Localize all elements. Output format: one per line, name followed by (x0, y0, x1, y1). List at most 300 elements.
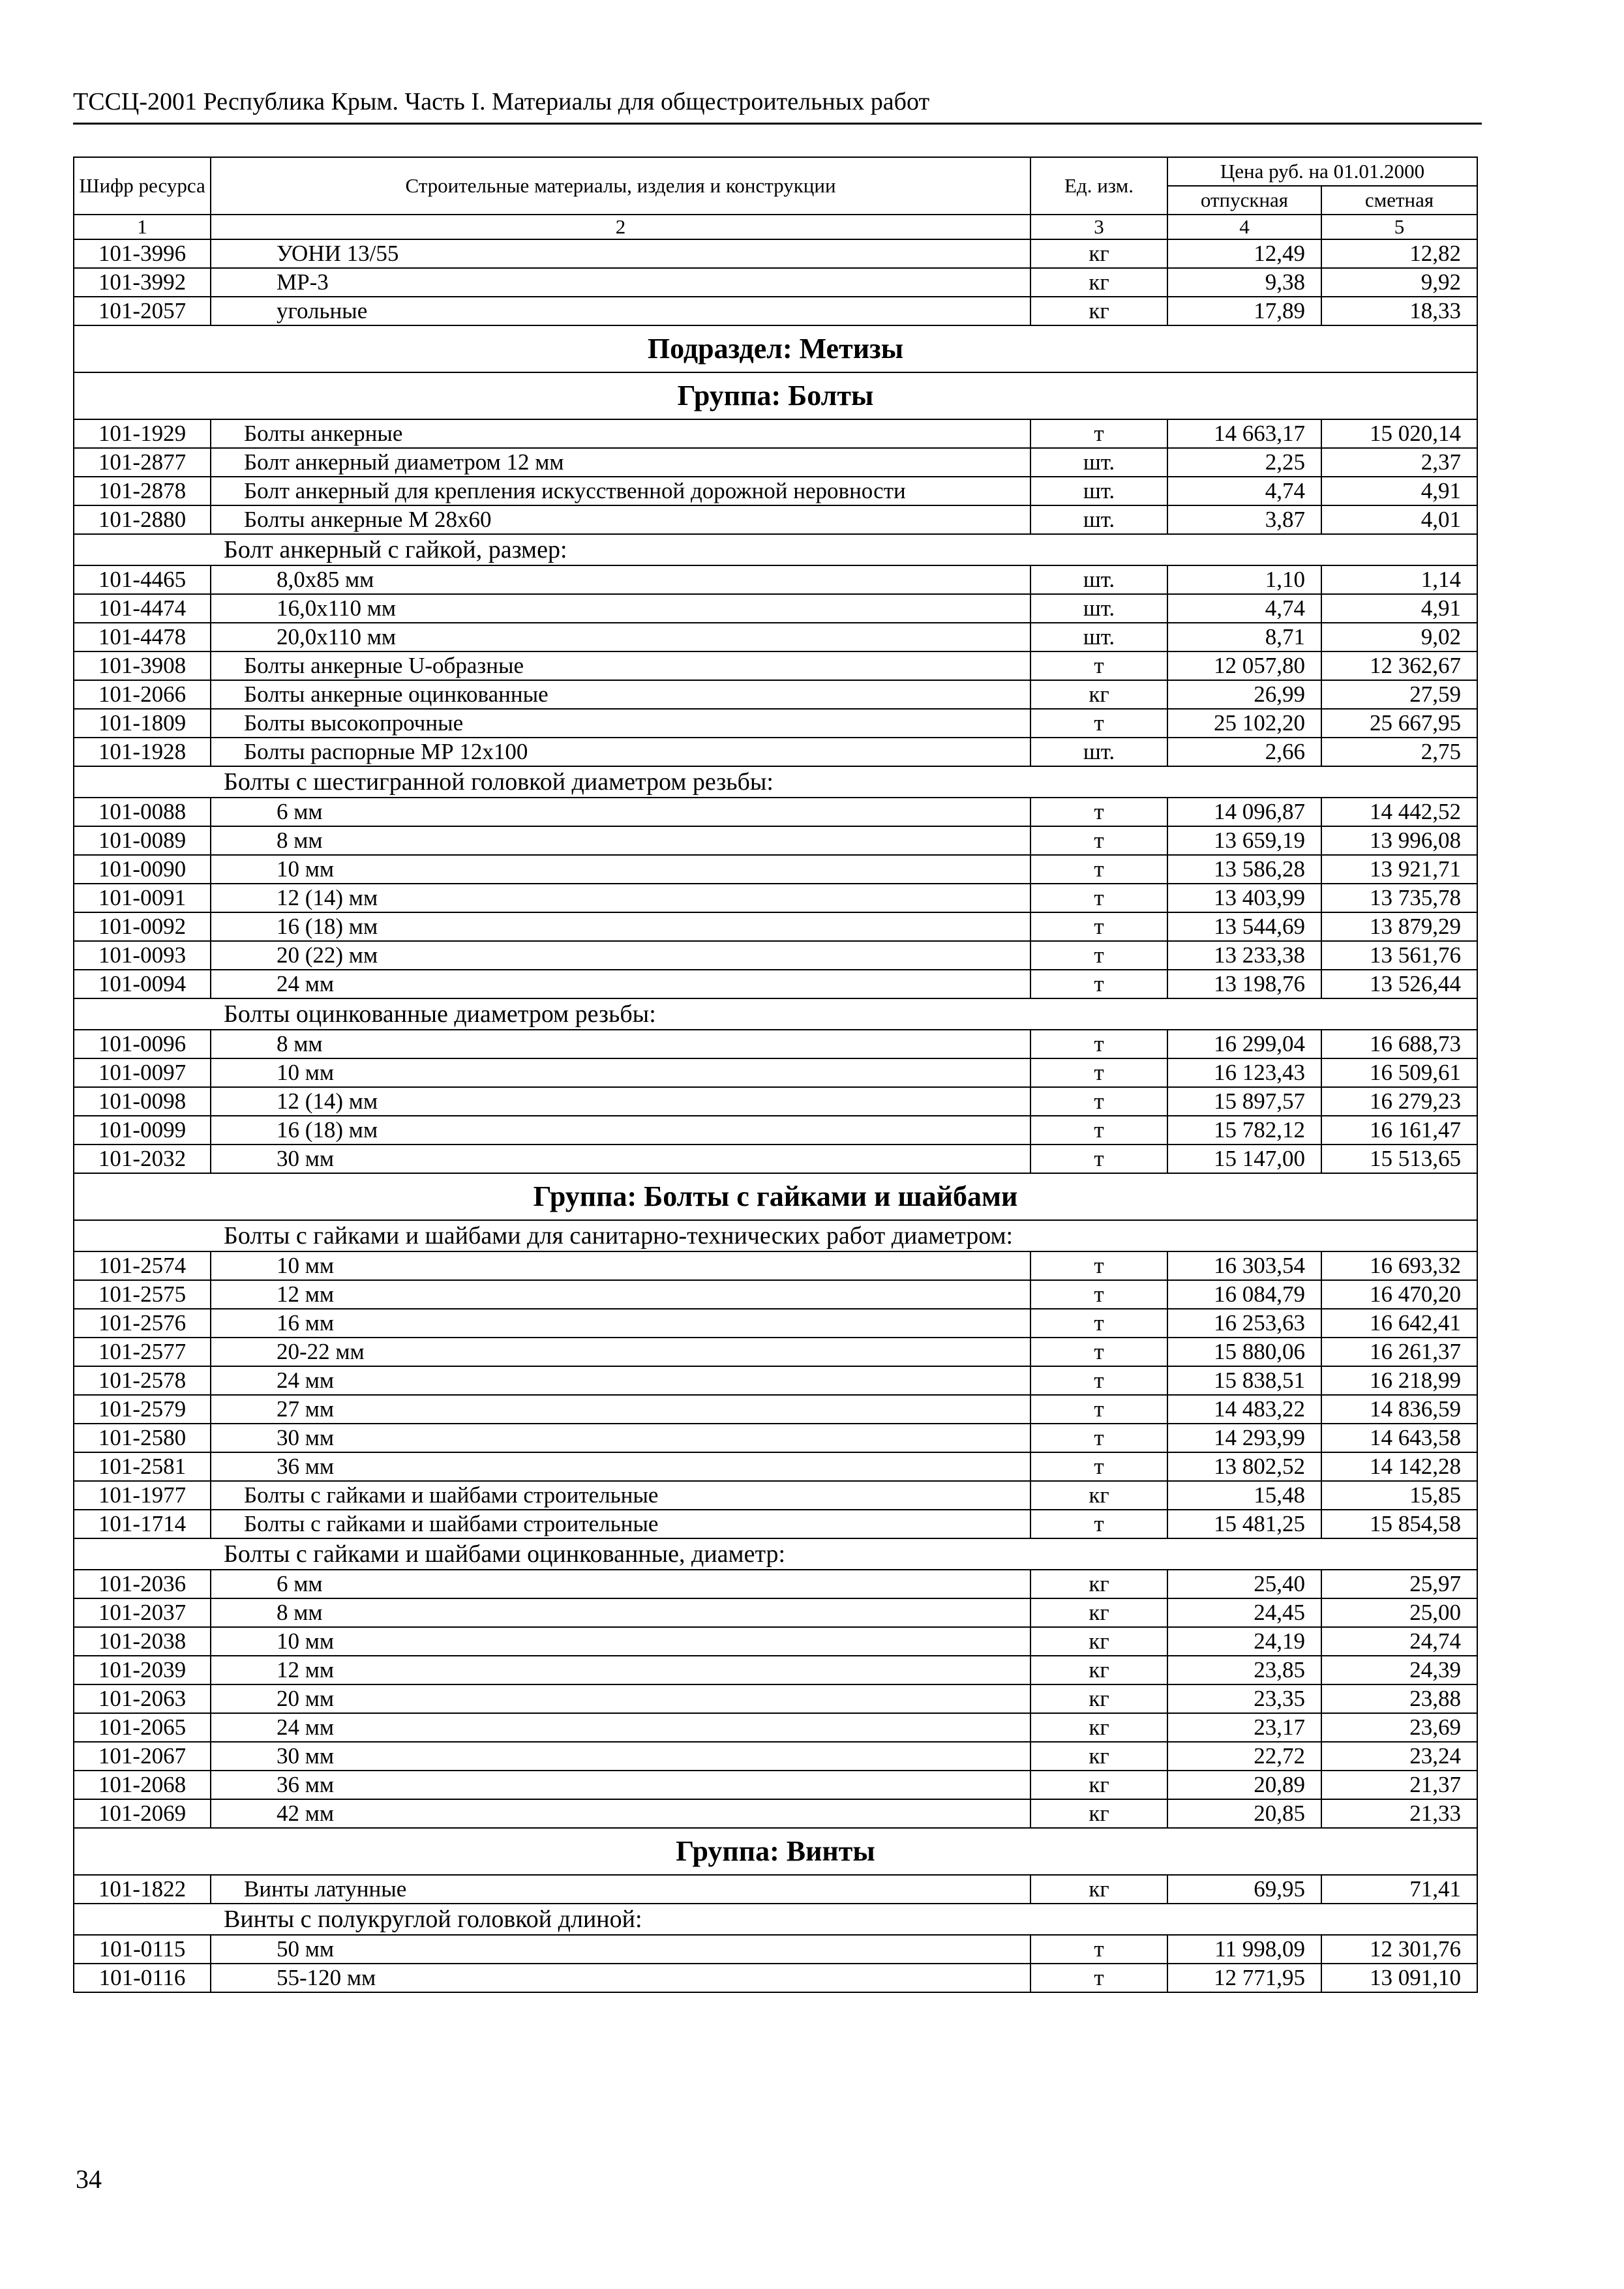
table-row (74, 941, 1477, 970)
price-release: 8,71 (1167, 623, 1321, 651)
unit-cell: т (1030, 970, 1167, 998)
resource-code: 101-2578 (74, 1366, 211, 1395)
price-estimate: 4,91 (1321, 594, 1477, 623)
resource-code: 101-2038 (74, 1627, 211, 1656)
price-release: 16 303,54 (1167, 1251, 1321, 1280)
unit-cell: т (1030, 1935, 1167, 1964)
price-estimate: 16 509,61 (1321, 1058, 1477, 1087)
table-row (74, 419, 1477, 448)
resource-code: 101-3908 (74, 651, 211, 680)
unit-cell: т (1030, 1030, 1167, 1058)
material-name: 12 мм (211, 1656, 1030, 1684)
price-estimate: 71,41 (1321, 1875, 1477, 1904)
unit-cell: т (1030, 798, 1167, 826)
material-name: 20 мм (211, 1684, 1030, 1713)
section-title-row (74, 325, 1477, 372)
material-name: 27 мм (211, 1395, 1030, 1424)
material-name: 8 мм (211, 826, 1030, 855)
unit-cell: кг (1030, 1570, 1167, 1598)
unit-cell: т (1030, 1116, 1167, 1144)
price-release: 23,35 (1167, 1684, 1321, 1713)
price-estimate: 12,82 (1321, 239, 1477, 268)
unit-cell: т (1030, 1964, 1167, 1992)
col-header-unit: Ед. изм. (1030, 157, 1167, 215)
unit-cell: т (1030, 912, 1167, 941)
table-row (74, 623, 1477, 651)
price-release: 16 299,04 (1167, 1030, 1321, 1058)
section-title-row (74, 372, 1477, 419)
material-name: 55-120 мм (211, 1964, 1030, 1992)
price-release: 20,89 (1167, 1771, 1321, 1799)
price-estimate: 2,75 (1321, 738, 1477, 766)
table-row (74, 1452, 1477, 1481)
unit-cell: т (1030, 1309, 1167, 1338)
resource-code: 101-2577 (74, 1338, 211, 1366)
col-header-name: Строительные материалы, изделия и конструкции (211, 157, 1030, 215)
material-name: Болт анкерный диаметром 12 мм (211, 448, 1030, 477)
material-name: 10 мм (211, 1058, 1030, 1087)
resource-code: 101-2069 (74, 1799, 211, 1828)
unit-cell: т (1030, 826, 1167, 855)
material-name: 36 мм (211, 1452, 1030, 1481)
resource-code: 101-2880 (74, 505, 211, 534)
unit-cell: кг (1030, 1771, 1167, 1799)
price-release: 13 586,28 (1167, 855, 1321, 884)
unit-cell: т (1030, 709, 1167, 738)
material-name: 42 мм (211, 1799, 1030, 1828)
price-estimate: 16 218,99 (1321, 1366, 1477, 1395)
resource-code: 101-2068 (74, 1771, 211, 1799)
material-name: Болты анкерные (211, 419, 1030, 448)
material-name: 10 мм (211, 1251, 1030, 1280)
unit-cell: кг (1030, 1799, 1167, 1828)
material-name: 24 мм (211, 1713, 1030, 1742)
table-row (74, 1395, 1477, 1424)
unit-cell: кг (1030, 1875, 1167, 1904)
price-release: 24,19 (1167, 1627, 1321, 1656)
table-row (74, 1935, 1477, 1964)
resource-code: 101-1929 (74, 419, 211, 448)
price-release: 23,85 (1167, 1656, 1321, 1684)
price-release: 13 544,69 (1167, 912, 1321, 941)
resource-code: 101-2066 (74, 680, 211, 709)
table-row (74, 1771, 1477, 1799)
table-row (74, 1366, 1477, 1395)
price-release: 23,17 (1167, 1713, 1321, 1742)
unit-cell: т (1030, 1395, 1167, 1424)
material-name: Болты анкерные U-образные (211, 651, 1030, 680)
price-release: 14 663,17 (1167, 419, 1321, 448)
unit-cell: т (1030, 1251, 1167, 1280)
price-release: 26,99 (1167, 680, 1321, 709)
subgroup-row (74, 534, 1477, 565)
unit-cell: кг (1030, 1627, 1167, 1656)
resource-code: 101-4478 (74, 623, 211, 651)
price-estimate: 4,91 (1321, 477, 1477, 505)
unit-cell: т (1030, 1424, 1167, 1452)
price-release: 22,72 (1167, 1742, 1321, 1771)
section-title-row (74, 1828, 1477, 1875)
material-name: 8,0х85 мм (211, 565, 1030, 594)
price-estimate: 13 996,08 (1321, 826, 1477, 855)
price-table (73, 157, 1478, 1993)
price-release: 15,48 (1167, 1481, 1321, 1510)
material-name: Болты высокопрочные (211, 709, 1030, 738)
price-release: 13 198,76 (1167, 970, 1321, 998)
material-name: 12 (14) мм (211, 1087, 1030, 1116)
resource-code: 101-1928 (74, 738, 211, 766)
table-row (74, 1964, 1477, 1992)
table-row (74, 268, 1477, 297)
price-release: 15 147,00 (1167, 1144, 1321, 1173)
resource-code: 101-2039 (74, 1656, 211, 1684)
price-estimate: 25,00 (1321, 1598, 1477, 1627)
price-estimate: 16 470,20 (1321, 1280, 1477, 1309)
table-row (74, 1280, 1477, 1309)
price-estimate: 21,37 (1321, 1771, 1477, 1799)
table-row (74, 798, 1477, 826)
unit-cell: т (1030, 1144, 1167, 1173)
unit-cell: кг (1030, 1656, 1167, 1684)
table-row (74, 1598, 1477, 1627)
resource-code: 101-3996 (74, 239, 211, 268)
resource-code: 101-3992 (74, 268, 211, 297)
price-release: 17,89 (1167, 297, 1321, 325)
subgroup-spacer (74, 1220, 211, 1251)
material-name: Болты анкерные оцинкованные (211, 680, 1030, 709)
unit-cell: т (1030, 884, 1167, 912)
price-release: 12 771,95 (1167, 1964, 1321, 1992)
table-row (74, 1570, 1477, 1598)
resource-code: 101-0115 (74, 1935, 211, 1964)
table-row (74, 1627, 1477, 1656)
price-estimate: 23,69 (1321, 1713, 1477, 1742)
price-estimate: 2,37 (1321, 448, 1477, 477)
resource-code: 101-2576 (74, 1309, 211, 1338)
table-row (74, 680, 1477, 709)
price-estimate: 16 642,41 (1321, 1309, 1477, 1338)
table-row (74, 1799, 1477, 1828)
price-release: 69,95 (1167, 1875, 1321, 1904)
subgroup-title: Болты оцинкованные диаметром резьбы: (211, 998, 1477, 1030)
material-name: 16 (18) мм (211, 1116, 1030, 1144)
col-header-price-release: отпускная (1167, 186, 1321, 215)
material-name: 10 мм (211, 855, 1030, 884)
unit-cell: кг (1030, 1684, 1167, 1713)
resource-code: 101-1822 (74, 1875, 211, 1904)
material-name: УОНИ 13/55 (211, 239, 1030, 268)
resource-code: 101-0093 (74, 941, 211, 970)
price-release: 14 293,99 (1167, 1424, 1321, 1452)
price-release: 1,10 (1167, 565, 1321, 594)
resource-code: 101-0098 (74, 1087, 211, 1116)
table-row (74, 1742, 1477, 1771)
resource-code: 101-0097 (74, 1058, 211, 1087)
price-estimate: 24,74 (1321, 1627, 1477, 1656)
unit-cell: т (1030, 1338, 1167, 1366)
resource-code: 101-0094 (74, 970, 211, 998)
resource-code: 101-2580 (74, 1424, 211, 1452)
subgroup-spacer (74, 998, 211, 1030)
price-estimate: 12 362,67 (1321, 651, 1477, 680)
price-release: 12,49 (1167, 239, 1321, 268)
price-release: 15 838,51 (1167, 1366, 1321, 1395)
material-name: 36 мм (211, 1771, 1030, 1799)
col-number: 2 (211, 215, 1030, 239)
price-release: 20,85 (1167, 1799, 1321, 1828)
table-row (74, 1684, 1477, 1713)
table-row (74, 594, 1477, 623)
resource-code: 101-2063 (74, 1684, 211, 1713)
section-title: Подраздел: Метизы (74, 325, 1477, 372)
unit-cell: шт. (1030, 623, 1167, 651)
unit-cell: кг (1030, 1481, 1167, 1510)
material-name: Болты распорные МР 12х100 (211, 738, 1030, 766)
resource-code: 101-2032 (74, 1144, 211, 1173)
price-estimate: 16 279,23 (1321, 1087, 1477, 1116)
price-release: 2,25 (1167, 448, 1321, 477)
price-estimate: 1,14 (1321, 565, 1477, 594)
unit-cell: кг (1030, 680, 1167, 709)
resource-code: 101-1714 (74, 1510, 211, 1538)
unit-cell: т (1030, 419, 1167, 448)
resource-code: 101-2877 (74, 448, 211, 477)
table-row (74, 1510, 1477, 1538)
unit-cell: кг (1030, 1598, 1167, 1627)
material-name: 50 мм (211, 1935, 1030, 1964)
price-estimate: 14 142,28 (1321, 1452, 1477, 1481)
unit-cell: кг (1030, 1742, 1167, 1771)
subgroup-spacer (74, 1904, 211, 1935)
table-row (74, 239, 1477, 268)
resource-code: 101-0090 (74, 855, 211, 884)
price-estimate: 27,59 (1321, 680, 1477, 709)
table-row (74, 1058, 1477, 1087)
material-name: угольные (211, 297, 1030, 325)
table-row (74, 884, 1477, 912)
unit-cell: шт. (1030, 738, 1167, 766)
section-title: Группа: Болты с гайками и шайбами (74, 1173, 1477, 1220)
unit-cell: шт. (1030, 448, 1167, 477)
resource-code: 101-2067 (74, 1742, 211, 1771)
table-header (74, 157, 1477, 239)
material-name: Болты анкерные М 28х60 (211, 505, 1030, 534)
resource-code: 101-4474 (74, 594, 211, 623)
resource-code: 101-4465 (74, 565, 211, 594)
price-release: 15 782,12 (1167, 1116, 1321, 1144)
material-name: 30 мм (211, 1742, 1030, 1771)
material-name: 12 (14) мм (211, 884, 1030, 912)
table-row (74, 1144, 1477, 1173)
subgroup-title: Болты с шестигранной головкой диаметром резьбы: (211, 766, 1477, 798)
price-estimate: 23,88 (1321, 1684, 1477, 1713)
price-release: 9,38 (1167, 268, 1321, 297)
material-name: 12 мм (211, 1280, 1030, 1309)
price-estimate: 14 836,59 (1321, 1395, 1477, 1424)
price-estimate: 16 693,32 (1321, 1251, 1477, 1280)
unit-cell: т (1030, 855, 1167, 884)
resource-code: 101-2579 (74, 1395, 211, 1424)
price-estimate: 14 442,52 (1321, 798, 1477, 826)
material-name: 6 мм (211, 798, 1030, 826)
col-number: 3 (1030, 215, 1167, 239)
price-estimate: 12 301,76 (1321, 1935, 1477, 1964)
resource-code: 101-0092 (74, 912, 211, 941)
unit-cell: шт. (1030, 505, 1167, 534)
price-estimate: 4,01 (1321, 505, 1477, 534)
unit-cell: кг (1030, 297, 1167, 325)
table-row (74, 826, 1477, 855)
col-header-price-estimate: сметная (1321, 186, 1477, 215)
subgroup-row (74, 998, 1477, 1030)
price-release: 16 253,63 (1167, 1309, 1321, 1338)
material-name: 8 мм (211, 1030, 1030, 1058)
material-name: 6 мм (211, 1570, 1030, 1598)
resource-code: 101-2574 (74, 1251, 211, 1280)
resource-code: 101-2036 (74, 1570, 211, 1598)
material-name: Болты с гайками и шайбами строительные (211, 1481, 1030, 1510)
subgroup-row (74, 1904, 1477, 1935)
material-name: МР-3 (211, 268, 1030, 297)
price-estimate: 15 854,58 (1321, 1510, 1477, 1538)
price-estimate: 25 667,95 (1321, 709, 1477, 738)
table-row (74, 1309, 1477, 1338)
unit-cell: т (1030, 941, 1167, 970)
price-release: 14 096,87 (1167, 798, 1321, 826)
table-row (74, 1116, 1477, 1144)
unit-cell: кг (1030, 1713, 1167, 1742)
unit-cell: шт. (1030, 594, 1167, 623)
col-number: 1 (74, 215, 211, 239)
subgroup-title: Болты с гайками и шайбами для санитарно-технических работ диаметром: (211, 1220, 1477, 1251)
price-estimate: 14 643,58 (1321, 1424, 1477, 1452)
table-row (74, 1875, 1477, 1904)
price-release: 11 998,09 (1167, 1935, 1321, 1964)
table-row (74, 1251, 1477, 1280)
resource-code: 101-0099 (74, 1116, 211, 1144)
price-release: 13 802,52 (1167, 1452, 1321, 1481)
table-row (74, 651, 1477, 680)
price-estimate: 25,97 (1321, 1570, 1477, 1598)
price-estimate: 16 688,73 (1321, 1030, 1477, 1058)
price-release: 3,87 (1167, 505, 1321, 534)
table-row (74, 912, 1477, 941)
table-row (74, 1656, 1477, 1684)
table-row (74, 1338, 1477, 1366)
material-name: 20,0х110 мм (211, 623, 1030, 651)
resource-code: 101-0088 (74, 798, 211, 826)
table-row (74, 1087, 1477, 1116)
col-number: 4 (1167, 215, 1321, 239)
material-name: 8 мм (211, 1598, 1030, 1627)
price-estimate: 15,85 (1321, 1481, 1477, 1510)
table-row (74, 855, 1477, 884)
material-name: 30 мм (211, 1424, 1030, 1452)
table-row (74, 297, 1477, 325)
price-estimate: 13 921,71 (1321, 855, 1477, 884)
resource-code: 101-2575 (74, 1280, 211, 1309)
subgroup-title: Болт анкерный с гайкой, размер: (211, 534, 1477, 565)
price-estimate: 18,33 (1321, 297, 1477, 325)
unit-cell: кг (1030, 239, 1167, 268)
material-name: Болт анкерный для крепления искусственной дорожной неровности (211, 477, 1030, 505)
subgroup-row (74, 1220, 1477, 1251)
price-estimate: 15 513,65 (1321, 1144, 1477, 1173)
price-release: 16 123,43 (1167, 1058, 1321, 1087)
material-name: 24 мм (211, 1366, 1030, 1395)
section-title: Группа: Винты (74, 1828, 1477, 1875)
price-estimate: 16 261,37 (1321, 1338, 1477, 1366)
table-body (74, 239, 1477, 1992)
col-number: 5 (1321, 215, 1477, 239)
unit-cell: т (1030, 651, 1167, 680)
unit-cell: т (1030, 1058, 1167, 1087)
material-name: 20 (22) мм (211, 941, 1030, 970)
price-estimate: 9,02 (1321, 623, 1477, 651)
subgroup-spacer (74, 1538, 211, 1570)
price-release: 13 233,38 (1167, 941, 1321, 970)
subgroup-row (74, 1538, 1477, 1570)
col-header-code: Шифр ресурса (74, 157, 211, 215)
unit-cell: т (1030, 1452, 1167, 1481)
table-row (74, 1030, 1477, 1058)
price-estimate: 13 091,10 (1321, 1964, 1477, 1992)
material-name: 16 мм (211, 1309, 1030, 1338)
price-estimate: 13 561,76 (1321, 941, 1477, 970)
material-name: Болты с гайками и шайбами строительные (211, 1510, 1030, 1538)
price-release: 13 659,19 (1167, 826, 1321, 855)
section-title-row (74, 1173, 1477, 1220)
price-release: 15 481,25 (1167, 1510, 1321, 1538)
material-name: 16,0х110 мм (211, 594, 1030, 623)
subgroup-spacer (74, 534, 211, 565)
page-number: 34 (76, 2164, 102, 2194)
resource-code: 101-0116 (74, 1964, 211, 1992)
unit-cell: шт. (1030, 477, 1167, 505)
table-row (74, 565, 1477, 594)
price-release: 14 483,22 (1167, 1395, 1321, 1424)
price-estimate: 16 161,47 (1321, 1116, 1477, 1144)
resource-code: 101-0096 (74, 1030, 211, 1058)
unit-cell: т (1030, 1510, 1167, 1538)
material-name: 10 мм (211, 1627, 1030, 1656)
table-row (74, 1713, 1477, 1742)
price-estimate: 9,92 (1321, 268, 1477, 297)
table-row (74, 738, 1477, 766)
table-row (74, 970, 1477, 998)
resource-code: 101-1977 (74, 1481, 211, 1510)
unit-cell: т (1030, 1280, 1167, 1309)
section-title: Группа: Болты (74, 372, 1477, 419)
page-header: ТССЦ-2001 Республика Крым. Часть I. Материалы для общестроительных работ (73, 83, 1482, 125)
material-name: 30 мм (211, 1144, 1030, 1173)
resource-code: 101-2037 (74, 1598, 211, 1627)
unit-cell: кг (1030, 268, 1167, 297)
subgroup-row (74, 766, 1477, 798)
price-release: 13 403,99 (1167, 884, 1321, 912)
table-row (74, 1424, 1477, 1452)
price-release: 25 102,20 (1167, 709, 1321, 738)
price-release: 12 057,80 (1167, 651, 1321, 680)
material-name: 16 (18) мм (211, 912, 1030, 941)
subgroup-spacer (74, 766, 211, 798)
price-release: 16 084,79 (1167, 1280, 1321, 1309)
table-row (74, 505, 1477, 534)
price-estimate: 23,24 (1321, 1742, 1477, 1771)
table-row (74, 1481, 1477, 1510)
price-table-container (73, 157, 1477, 1993)
unit-cell: т (1030, 1366, 1167, 1395)
